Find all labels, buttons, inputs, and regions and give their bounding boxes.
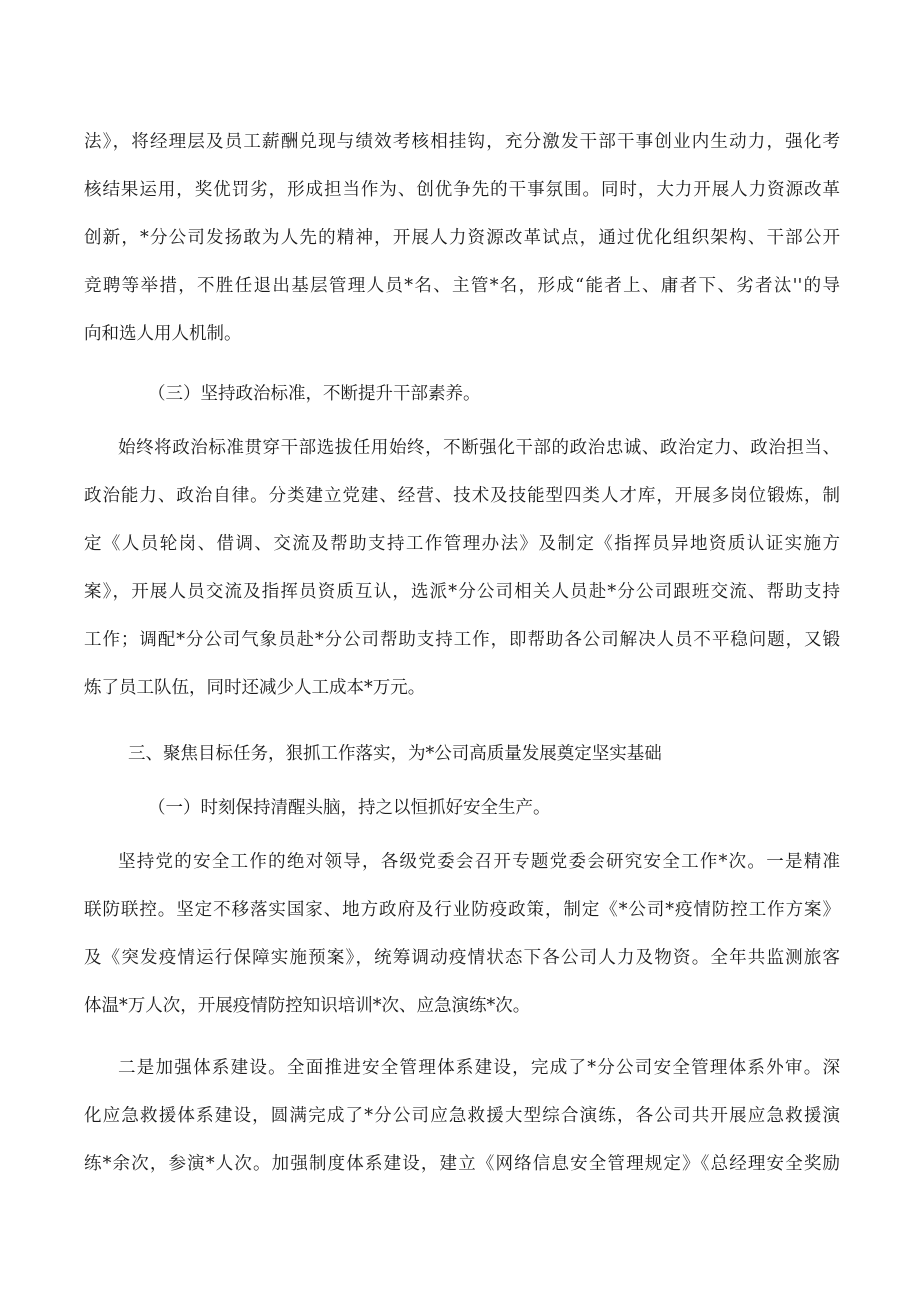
paragraph-line: 工作；调配*分公司气象员赴*分公司帮助支持工作，即帮助各公司解决人员不平稳问题，又锻 — [84, 630, 840, 650]
paragraph-line: 案》，开展人员交流及指挥员资质互认，选派*分公司相关人员赴*分公司跟班交流、帮助支持 — [84, 582, 840, 602]
paragraph-line: 及《突发疫情运行保障实施预案》，统筹调动疫情状态下各公司人力及物资。全年共监测旅客 — [84, 948, 840, 968]
paragraph-line: 坚持党的安全工作的绝对领导，各级党委会召开专题党委会研究安全工作*次。一是精准 — [118, 852, 840, 872]
paragraph-line: 联防联控。坚定不移落实国家、地方政府及行业防疫政策，制定《*公司*疫情防控工作方案》 — [84, 900, 840, 920]
paragraph-line: 政治能力、政治自律。分类建立党建、经营、技术及技能型四类人才库，开展多岗位锻炼，制 — [84, 486, 840, 506]
paragraph-line: 体温*万人次，开展疫情防控知识培训*次、应急演练*次。 — [84, 996, 531, 1016]
section-heading: 三、聚焦目标任务，狠抓工作落实，为*公司高质量发展奠定坚实基础 — [128, 744, 662, 764]
paragraph-line: 二是加强体系建设。全面推进安全管理体系建设，完成了*分公司安全管理体系外审。深 — [118, 1058, 840, 1078]
paragraph-line: 竞聘等举措，不胜任退出基层管理人员*名、主管*名，形成“能者上、庸者下、劣者汰''的导 — [84, 276, 840, 296]
paragraph-line: 创新，*分公司发扬敢为人先的精神，开展人力资源改革试点，通过优化组织架构、干部公开 — [84, 228, 840, 248]
section-heading: （一）时刻保持清醒头脑，持之以恒抓好安全生产。 — [148, 798, 551, 818]
paragraph-line: 化应急救援体系建设，圆满完成了*分公司应急救援大型综合演练，各公司共开展应急救援演 — [84, 1106, 840, 1126]
paragraph-line: 向和选人用人机制。 — [84, 324, 242, 344]
paragraph-line: 法》，将经理层及员工薪酬兑现与绩效考核相挂钩，充分激发干部干事创业内生动力，强化考 — [84, 132, 840, 152]
paragraph-line: 始终将政治标准贯穿干部选拔任用始终，不断强化干部的政治忠诚、政治定力、政治担当、 — [118, 438, 840, 458]
paragraph-line: 核结果运用，奖优罚劣，形成担当作为、创优争先的干事氛围。同时，大力开展人力资源改革 — [84, 180, 840, 200]
paragraph-line: 练*余次，参演*人次。加强制度体系建设，建立《网络信息安全管理规定》《总经理安全奖励 — [84, 1154, 840, 1174]
paragraph-line: 定《人员轮岗、借调、交流及帮助支持工作管理办法》及制定《指挥员异地资质认证实施方 — [84, 534, 840, 554]
section-heading: （三）坚持政治标准，不断提升干部素养。 — [148, 384, 481, 404]
paragraph-line: 炼了员工队伍，同时还减少人工成本*万元。 — [84, 678, 426, 698]
